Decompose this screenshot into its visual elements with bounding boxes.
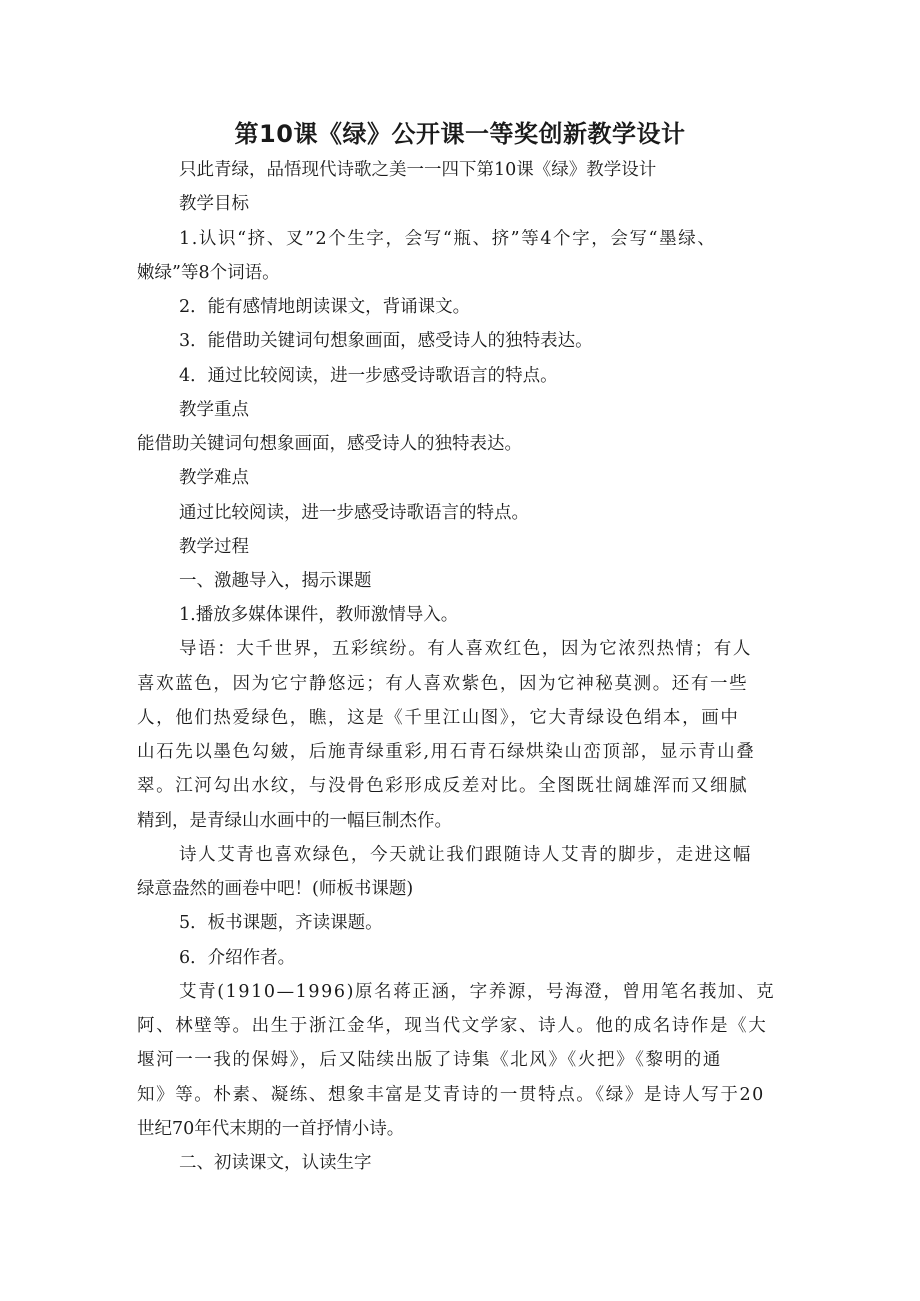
- subtitle-line: 只此青绿，品悟现代诗歌之美一一四下第10课《绿》教学设计: [179, 160, 657, 180]
- objective-3: 3．能借助关键词句想象画面，感受诗人的独特表达。: [179, 331, 593, 351]
- intro-paragraph-line-1: 导语：大千世界，五彩缤纷。有人喜欢红色，因为它浓烈热情；有人: [179, 639, 752, 659]
- objective-4: 4．通过比较阅读，进一步感受诗歌语言的特点。: [179, 366, 558, 386]
- author-paragraph-line-5: 世纪70年代末期的一首抒情小诗。: [137, 1119, 405, 1139]
- difficulties-text: 通过比较阅读，进一步感受诗歌语言的特点。: [179, 503, 529, 523]
- section-heading-objectives: 教学目标: [179, 194, 249, 214]
- poet-paragraph-line-1: 诗人艾青也喜欢绿色，今天就让我们跟随诗人艾青的脚步，走进这幅: [179, 845, 752, 865]
- objective-1-line-1: 1.认识“挤、叉”2个生字，会写“瓶、挤”等4个字，会写“墨绿、: [179, 229, 717, 249]
- step-1-item-1: 1.播放多媒体课件，教师激情导入。: [179, 605, 459, 625]
- intro-paragraph-line-4: 山石先以墨色勾皴，后施青绿重彩,用石青石绿烘染山峦顶部，显示青山叠: [137, 742, 756, 762]
- document-title: 第10课《绿》公开课一等奖创新教学设计: [234, 120, 686, 148]
- author-paragraph-line-3: 堰河一一我的保姆》，后又陆续出版了诗集《北风》《火把》《黎明的通: [137, 1050, 722, 1070]
- intro-paragraph-line-2: 喜欢蓝色，因为它宁静悠远；有人喜欢紫色，因为它神秘莫测。还有一些: [137, 674, 749, 694]
- key-points-text: 能借助关键词句想象画面，感受诗人的独特表达。: [137, 434, 522, 454]
- objective-1-line-2: 嫩绿”等8个词语。: [137, 263, 280, 283]
- step-2-heading: 二、初读课文，认读生字: [179, 1153, 372, 1173]
- section-heading-difficulties: 教学难点: [179, 468, 249, 488]
- intro-paragraph-line-5: 翠。江河勾出水纹，与没骨色彩形成反差对比。全图既壮阔雄浑而又细腻: [137, 776, 749, 796]
- step-1-item-5: 5．板书课题，齐读课题。: [179, 913, 383, 933]
- intro-paragraph-line-6: 精到，是青绿山水画中的一幅巨制杰作。: [137, 811, 452, 831]
- step-1-heading: 一、激趣导入，揭示课题: [179, 571, 372, 591]
- intro-paragraph-line-3: 人，他们热爱绿色，瞧，这是《千里江山图》，它大青绿设色绢本，画中: [137, 708, 740, 728]
- poet-paragraph-line-2: 绿意盎然的画卷中吧！(师板书课题): [137, 879, 414, 899]
- section-heading-key-points: 教学重点: [179, 400, 249, 420]
- objective-2: 2．能有感情地朗读课文，背诵课文。: [179, 297, 471, 317]
- author-paragraph-line-1: 艾青(1910—1996)原名蒋正涵，字养源，号海澄，曾用笔名莪加、克: [179, 982, 776, 1002]
- author-paragraph-line-4: 知》等。朴素、凝练、想象丰富是艾青诗的一贯特点。《绿》是诗人写于20: [137, 1085, 765, 1105]
- author-paragraph-line-2: 阿、林壁等。出生于浙江金华，现当代文学家、诗人。他的成名诗作是《大: [137, 1016, 768, 1036]
- section-heading-process: 教学过程: [179, 537, 249, 557]
- step-1-item-6: 6．介绍作者。: [179, 948, 296, 968]
